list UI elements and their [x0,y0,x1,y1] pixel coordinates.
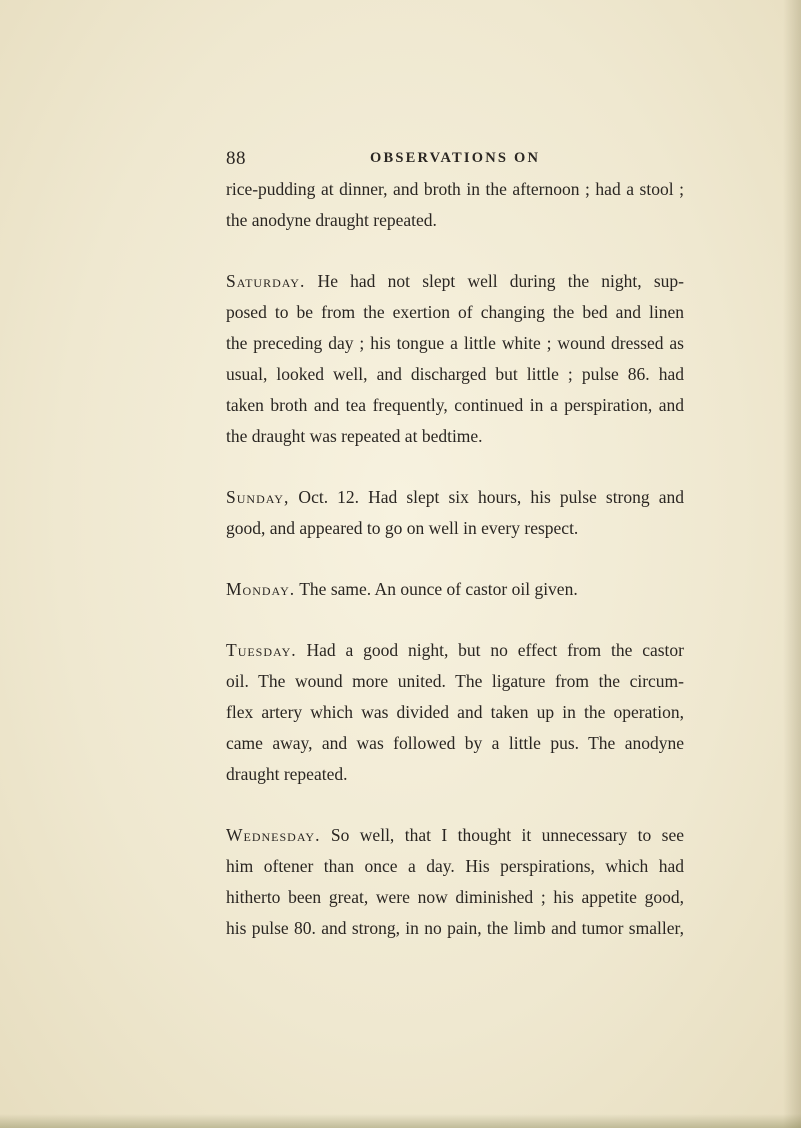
paragraph-saturday [226,266,684,452]
line-text: He had not slept well during the night, sup- [305,271,684,291]
paragraph-wednesday [226,820,684,944]
page-number: 88 [226,148,246,169]
text-line [226,574,684,605]
text-line: rice-pudding at dinner, and broth in the afternoon ; had a stool ; [226,179,684,199]
line-text: So well, that I thought it unnecessary to see [320,825,684,845]
page-header [226,148,681,172]
text-line: flex artery which was divided and taken up in the operation, [226,702,684,722]
text-line: him oftener than once a day. His perspirations, which had [226,856,684,876]
running-head: OBSERVATIONS ON [370,150,541,166]
text-line: posed to be from the exertion of changing the bed and linen [226,302,684,322]
day-heading: Wednesday. [226,825,321,845]
line-text: The same. An ounce of castor oil given. [295,579,578,599]
text-line [226,635,684,666]
text-line: came away, and was followed by a little pus. The anodyne [226,733,684,753]
paragraph [226,174,684,236]
body-text [226,174,684,944]
day-heading: Sunday, [226,487,290,507]
text-line: usual, looked well, and discharged but little ; pulse 86. had [226,364,684,384]
day-heading: Saturday. [226,271,306,291]
text-line [226,820,684,851]
paragraph-sunday [226,482,684,544]
text-line: taken broth and tea frequently, continued in a perspiration, and [226,395,684,415]
text-line [226,266,684,297]
text-line: the draught was repeated at bedtime. [226,426,483,446]
day-heading: Tuesday. [226,640,297,660]
text-line: the preceding day ; his tongue a little white ; wound dressed as [226,333,684,353]
page-bottom-shadow [0,1114,801,1128]
text-line: good, and appeared to go on well in every respect. [226,518,579,538]
text-line: oil. The wound more united. The ligature from the circum- [226,671,684,691]
paragraph-monday [226,574,684,605]
text-line: the anodyne draught repeated. [226,210,437,230]
page-edge-shadow [783,0,801,1128]
line-text: Had a good night, but no effect from the castor [296,640,684,660]
text-line: his pulse 80. and strong, in no pain, the limb and tumor smaller, [226,918,684,938]
text-line: draught repeated. [226,764,348,784]
paragraph-tuesday [226,635,684,790]
line-text: Oct. 12. Had slept six hours, his pulse strong and [289,487,684,507]
text-line [226,482,684,513]
text-line: hitherto been great, were now diminished ; his appetite good, [226,887,684,907]
day-heading: Monday. [226,579,296,599]
